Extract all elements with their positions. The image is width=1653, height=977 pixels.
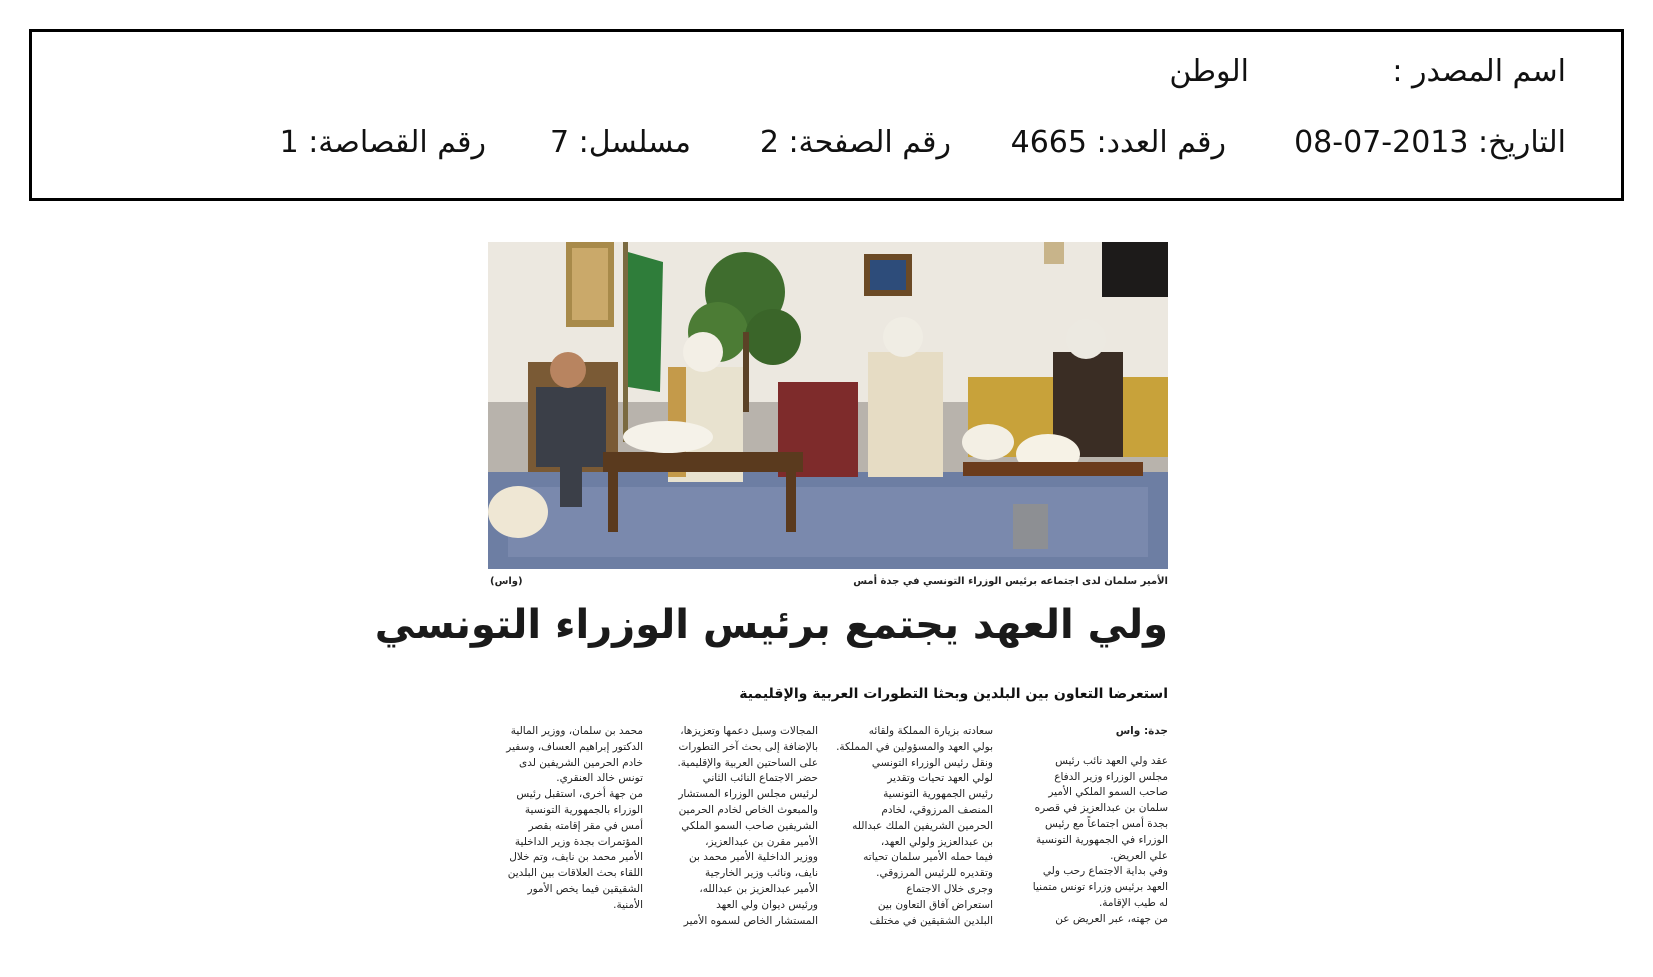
text-line: الحرمين الشريفين الملك عبدالله [852, 819, 993, 832]
article-headline: ولي العهد يجتمع برئيس الوزراء التونسي [374, 602, 1168, 648]
text-line: علي العريض. [1110, 849, 1168, 862]
text-line: حضر الاجتماع النائب الثاني [702, 772, 818, 785]
text-line: اللقاء بحث العلاقات بين البلدين [507, 867, 643, 880]
issue-number: رقم العدد: 4665 [1010, 125, 1226, 160]
text-line: الشريفين صاحب السمو الملكي [681, 819, 818, 832]
page-number: رقم الصفحة: 2 [759, 125, 951, 160]
news-photo [488, 242, 1168, 569]
photo-credit: (واس) [490, 576, 523, 587]
article-column-4 [495, 724, 643, 914]
text-line: الوزراء بالجمهورية التونسية [524, 803, 643, 816]
text-line: عقد ولي العهد نائب رئيس [1055, 754, 1168, 767]
text-line: سلمان بن عبدالعزيز في قصره [1034, 802, 1168, 815]
text-line: محمد بن سلمان، ووزير المالية [510, 725, 643, 737]
text-line: مجلس الوزراء وزير الدفاع [1054, 770, 1168, 783]
text-line: له طيب الإقامة. [1098, 896, 1168, 909]
text-line: من جهة أخرى، استقبل رئيس [516, 788, 643, 801]
text-line: بولي العهد والمسؤولين في المملكة. [836, 740, 993, 753]
text-line: ونقل رئيس الوزراء التونسي [871, 756, 993, 769]
text-line: المستشار الخاص لسموه الأمير [683, 914, 818, 927]
dateline: جدة: واس [1115, 725, 1168, 737]
text-line: تونس خالد العنقري. [556, 772, 643, 785]
serial-number: مسلسل: 7 [550, 125, 691, 160]
text-line: وجرى خلال الاجتماع [906, 882, 993, 895]
text-line: وتقديره للرئيس المرزوقي. [876, 867, 993, 880]
text-line: لولي العهد تحيات وتقدير [887, 772, 993, 785]
text-line: الشقيقين فيما يخص الأمور [527, 882, 643, 895]
text-line: ورئيس ديوان ولي العهد [716, 898, 818, 911]
text-line: البلدين الشقيقين في مختلف [869, 914, 993, 927]
text-line: على الساحتين العربية والإقليمية. [677, 756, 818, 769]
text-line: بن عبدالعزيز ولولي العهد، [880, 835, 993, 848]
text-line: والمبعوث الخاص لخادم الحرمين [678, 803, 818, 816]
text-line: المنصف المرزوقي، لخادم [881, 803, 993, 816]
text-line: بجدة أمس اجتماعاً مع رئيس [1044, 817, 1168, 830]
text-line: بالإضافة إلى بحث آخر التطورات [678, 740, 818, 753]
text-line: لرئيس مجلس الوزراء المستشار [678, 788, 818, 801]
text-line: من جهته، عبر العريض عن [1055, 912, 1168, 925]
text-line: العهد برئيس وزراء تونس متمنيا [1032, 881, 1168, 894]
text-line: استعراض آفاق التعاون بين [877, 898, 993, 911]
text-line: الأمير محمد بن نايف، وتم خلال [509, 851, 643, 864]
text-line: وفي بداية الاجتماع رحب ولي [1042, 865, 1168, 878]
text-line: الوزراء في الجمهورية التونسية [1036, 833, 1168, 846]
article-column-2 [836, 724, 993, 929]
text-line: الأمنية. [613, 898, 643, 911]
text-line: فيما حمله الأمير سلمان تحياته [863, 851, 993, 864]
text-line: سعادته بزيارة المملكة ولقائه [868, 725, 993, 737]
text-line: رئيس الجمهورية التونسية [883, 788, 993, 801]
article-subheadline: استعرضا التعاون بين البلدين وبحثا التطورات العربية والإقليمية [739, 686, 1168, 702]
text-line: المؤتمرات بجدة وزير الداخلية [514, 835, 643, 848]
text-line: خادم الحرمين الشريفين لدى [519, 756, 643, 769]
source-value: الوطن [1169, 54, 1249, 89]
text-line: صاحب السمو الملكي الأمير [1048, 786, 1168, 799]
text-line: الدكتور إبراهيم العساف، وسفير [506, 740, 643, 753]
photo-caption: الأمير سلمان لدى اجتماعه برئيس الوزراء التونسي في جدة أمس [853, 576, 1168, 587]
newspaper-clipping [374, 242, 1168, 960]
text-line: الأمير مقرن بن عبدالعزيز، [705, 835, 818, 848]
text-line: أمس في مقر إقامته بقصر [528, 819, 643, 832]
text-line: المجالات وسبل دعمها وتعزيزها، [680, 725, 818, 737]
text-line: الأمير عبدالعزيز بن عبدالله، [699, 882, 818, 895]
article-column-1 [1020, 724, 1168, 928]
text-line: ووزير الداخلية الأمير محمد بن [689, 851, 818, 864]
clip-number: رقم القصاصة: 1 [279, 125, 486, 160]
date-field: التاريخ: 2013-07-08 [1294, 125, 1566, 160]
clipping-info-box [29, 29, 1624, 201]
article-column-3 [670, 724, 818, 929]
text-line: نايف، ونائب وزير الخارجية [704, 867, 818, 880]
source-label: اسم المصدر : [1392, 54, 1566, 89]
